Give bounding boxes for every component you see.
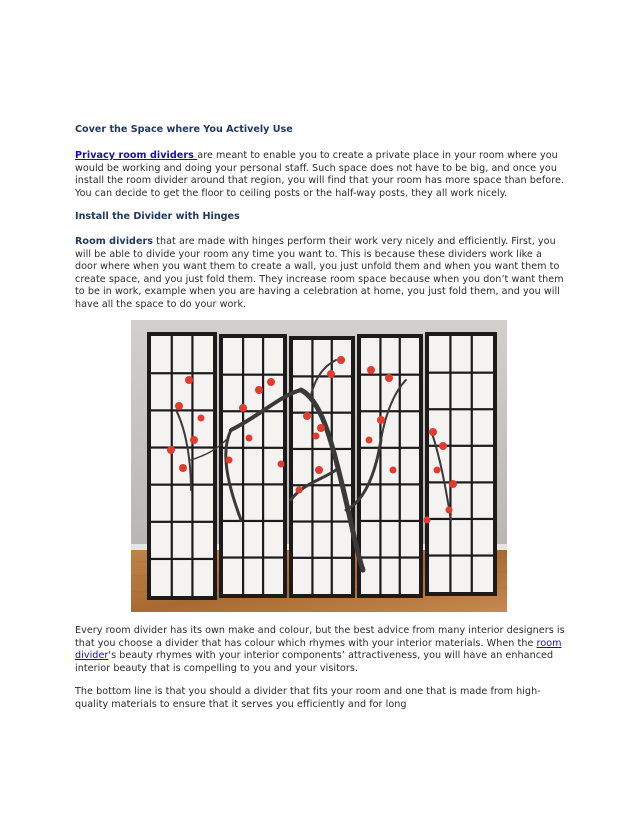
paragraph-hinges-text: that are made with hinges perform their work very nicely and efficiently. First, you will be able to divide your room any time you want to. This is because these dividers work like a door where when you want them to create a wall, you just unfold them and when you want them to create space, and you just fold them. They increase room space because when you don’t want them to be in work, example when you are having a celebration at home, you just fold them, and you will have all the space to do your work. bbox=[75, 236, 564, 310]
paragraph-colour-text-before: Every room divider has its own make and colour, but the best advice from many interior designers is that you choose a divider that has colour which rhymes with your interior materials. When the bbox=[75, 625, 565, 649]
room-dividers-lead: Room dividers bbox=[75, 236, 154, 247]
divider-panel bbox=[289, 336, 355, 598]
room-divider-photo bbox=[131, 320, 507, 612]
divider-panel bbox=[425, 332, 497, 596]
paragraph-hinges bbox=[75, 236, 565, 312]
privacy-room-dividers-link[interactable]: Privacy room dividers bbox=[75, 150, 198, 161]
paragraph-colour-text-after: 's beauty rhymes with your interior components’ attractiveness, you will have an enhanced interior beauty that is compelling to you and your visitors. bbox=[75, 650, 554, 674]
paragraph-privacy-text: are meant to enable you to create a private place in your room where you would be working and doing your personal staff. Such space does not have to be big, and once you install the room divider around that region, you will find that your room has more space than before. You can decide to get the floor to ceiling posts or the half-way posts, they all work nicely. bbox=[75, 150, 565, 199]
shoji-screen-illustration bbox=[131, 320, 507, 612]
heading-cover-space: Cover the Space where You Actively Use bbox=[75, 124, 293, 135]
paragraph-colour bbox=[75, 625, 565, 675]
paragraph-privacy bbox=[75, 150, 565, 200]
room-divider-link[interactable]: room divider bbox=[75, 637, 562, 662]
divider-panel bbox=[357, 334, 423, 598]
divider-panel bbox=[219, 334, 287, 598]
paragraph-bottom-line: The bottom line is that you should a divider that fits your room and one that is made from high-quality materials to ensure that it serves you efficiently and for long bbox=[75, 686, 541, 710]
heading-install-divider: Install the Divider with Hinges bbox=[75, 211, 240, 222]
